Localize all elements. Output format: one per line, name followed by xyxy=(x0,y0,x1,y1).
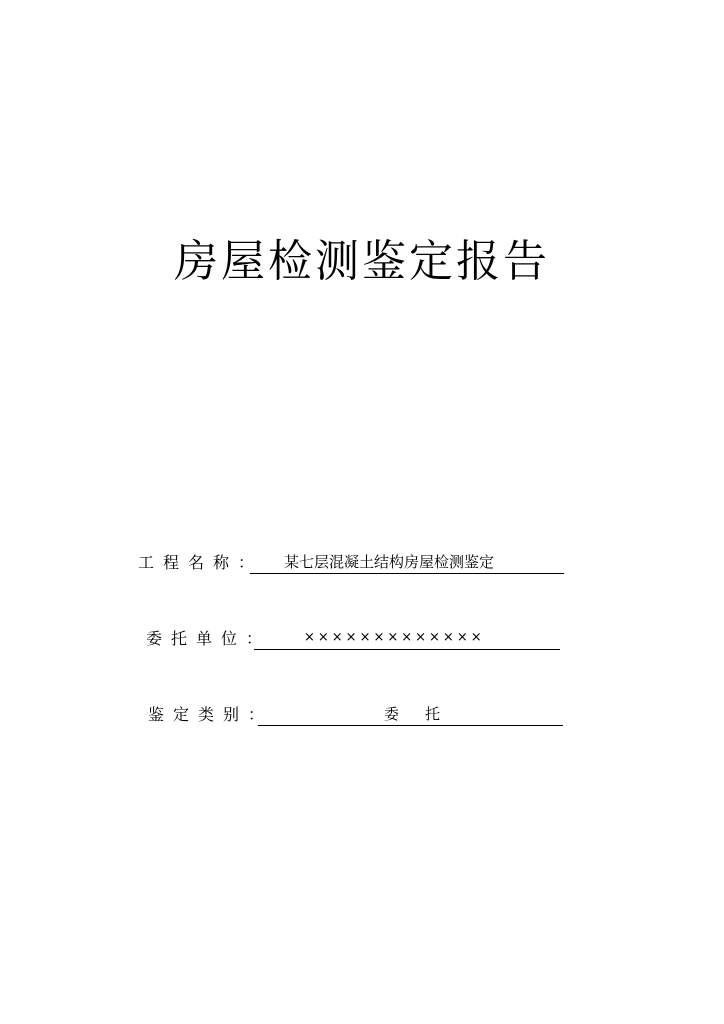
appraisal-type-label xyxy=(148,703,264,727)
appraisal-type-field xyxy=(258,703,563,726)
appraisal-type-row xyxy=(148,703,568,729)
client-unit-colon: ： xyxy=(246,629,263,648)
project-name-colon: ： xyxy=(238,553,255,572)
project-name-label-text: 工程名称 xyxy=(138,553,239,572)
project-name-row xyxy=(138,551,568,577)
client-unit-field xyxy=(254,627,560,650)
client-unit-value: ××××××××××××× xyxy=(304,630,485,645)
project-name-value: 某七层混凝土结构房屋检测鉴定 xyxy=(284,553,495,571)
appraisal-type-value: 委托 xyxy=(384,705,467,723)
project-name-label xyxy=(138,551,254,575)
client-unit-label xyxy=(146,627,262,651)
project-name-field xyxy=(250,551,564,574)
client-unit-label-text: 委托单位 xyxy=(146,629,247,648)
client-unit-row xyxy=(146,627,566,653)
appraisal-type-label-text: 鉴定类别 xyxy=(148,705,249,724)
appraisal-type-colon: ： xyxy=(248,705,265,724)
report-title: 房屋检测鉴定报告 xyxy=(174,236,550,287)
